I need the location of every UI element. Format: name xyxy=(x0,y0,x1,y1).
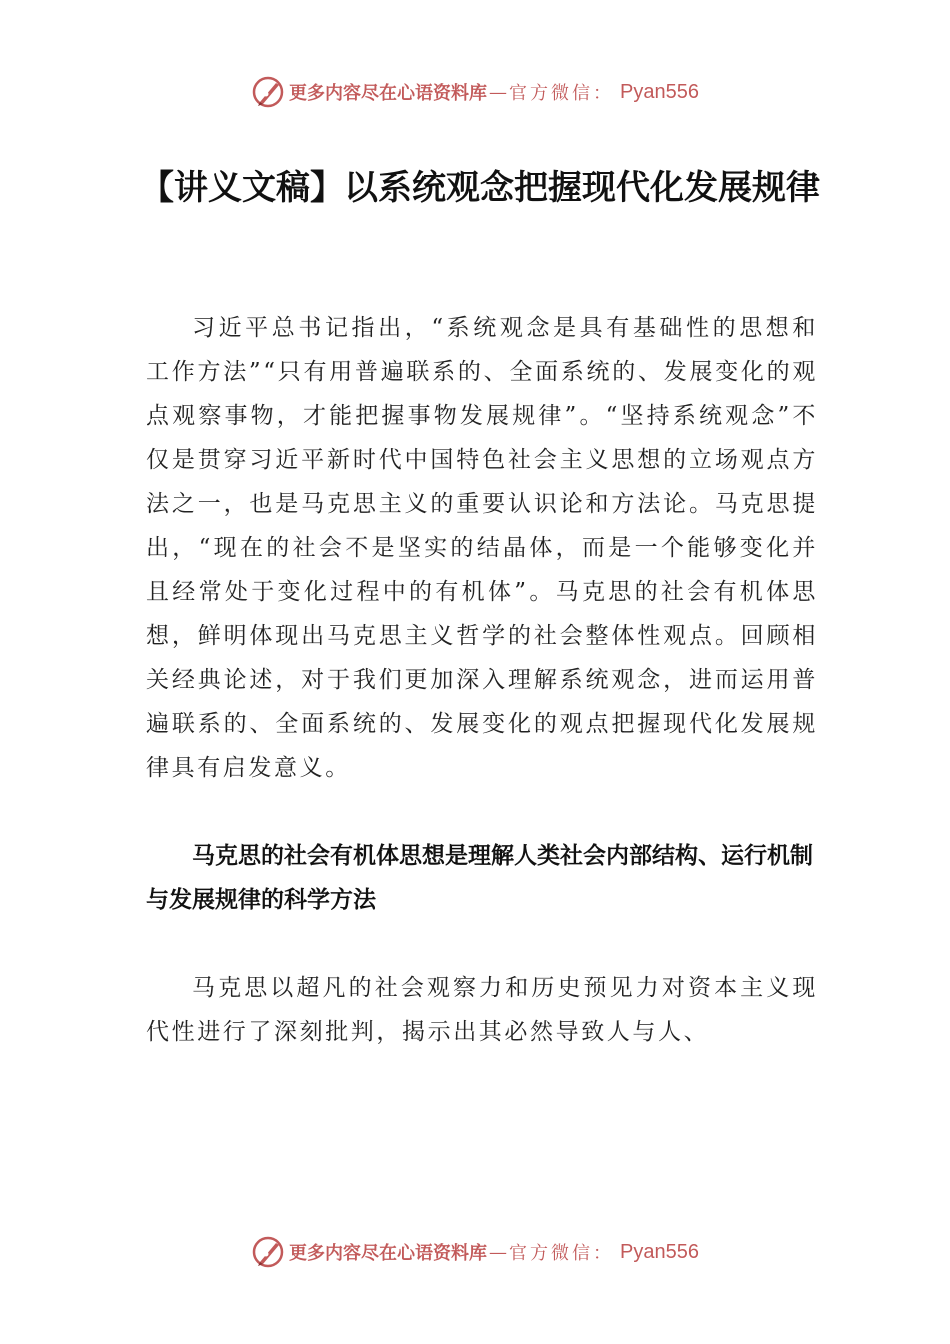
document-body xyxy=(146,306,818,1054)
footer-wechat-label: 官方微信： xyxy=(509,1243,615,1264)
page-footer xyxy=(0,1232,950,1272)
header-wechat-id: Pyan556 xyxy=(620,80,699,103)
footer-separator: — xyxy=(489,1241,508,1263)
section-heading: 马克思的社会有机体思想是理解人类社会内部结构、运行机制与发展规律的科学方法 xyxy=(146,843,813,913)
page-header xyxy=(0,72,950,112)
pen-circle-logo-icon xyxy=(251,1235,285,1269)
header-brand: 更多内容尽在心语资料库 xyxy=(289,83,488,104)
footer-wechat-id: Pyan556 xyxy=(620,1240,699,1263)
body-paragraph-1: 习近平总书记指出，“系统观念是具有基础性的思想和工作方法”“只有用普遍联系的、全面系统的、发展变化的观点观察事物，才能把握事物发展规律”。“坚持系统观念”不仅是贯穿习近平新时代中国特色社会主义思想的立场观点方法之一，也是马克思主义的重要认识论和方法论。马克思提出，“现在的社会不是坚实的结晶体，而是一个能够变化并且经常处于变化过程中的有机体”。马克思的社会有机体思想，鲜明体现出马克思主义哲学的社会整体性观点。回顾相关经典论述，对于我们更加深入理解系统观念，进而运用普遍联系的、全面系统的、发展变化的观点把握现代化发展规律具有启发意义。 xyxy=(146,315,818,781)
header-wechat-label: 官方微信： xyxy=(509,83,615,104)
header-separator: — xyxy=(489,81,508,103)
footer-brand: 更多内容尽在心语资料库 xyxy=(289,1243,488,1264)
body-paragraph-2: 马克思以超凡的社会观察力和历史预见力对资本主义现代性进行了深刻批判，揭示出其必然导致人与人、 xyxy=(146,975,818,1045)
pen-circle-logo-icon xyxy=(251,75,285,109)
document-title: 【讲义文稿】以系统观念把握现代化发展规律 xyxy=(140,168,820,208)
